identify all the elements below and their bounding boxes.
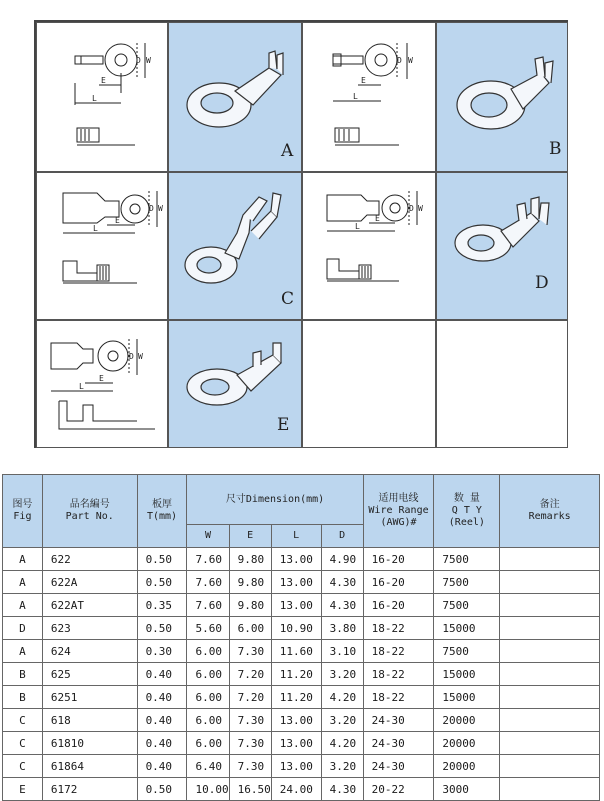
cell-remarks (500, 663, 600, 686)
header-thickness-en: T(mm) (146, 511, 178, 522)
render-cell-e (168, 320, 302, 448)
cell-thickness: 0.40 (137, 709, 187, 732)
cell-wire: 24-30 (363, 709, 434, 732)
dim-label-l-b: L (353, 92, 358, 101)
technical-drawing-d (303, 173, 436, 320)
cell-fig: E (3, 778, 43, 801)
cell-thickness: 0.40 (137, 663, 187, 686)
cell-qty: 7500 (434, 640, 500, 663)
cell-remarks (500, 617, 600, 640)
cell-e: 16.50 (229, 778, 271, 801)
dim-label-e-e: E (99, 374, 104, 383)
spec-table-body (3, 548, 600, 801)
cell-e: 7.30 (229, 732, 271, 755)
table-row (3, 571, 600, 594)
header-dim-d: D (321, 525, 363, 548)
cell-wire: 16-20 (363, 548, 434, 571)
dim-label-e-d: E (375, 214, 380, 223)
dim-label-d-b: D (397, 56, 402, 65)
cell-l: 11.20 (271, 686, 321, 709)
cell-w: 7.60 (187, 571, 229, 594)
cell-thickness: 0.40 (137, 755, 187, 778)
cell-remarks (500, 709, 600, 732)
cell-d: 4.30 (321, 594, 363, 617)
header-qty-unit: (Reel) (448, 517, 485, 528)
cell-w: 6.00 (187, 686, 229, 709)
cell-thickness: 0.50 (137, 548, 187, 571)
figure-label-a: A (281, 141, 294, 161)
dim-label-l-c: L (93, 224, 98, 233)
header-thickness (137, 475, 187, 548)
header-remarks-en: Remarks (528, 511, 571, 522)
dim-label-d-c: D (149, 204, 154, 213)
table-row (3, 640, 600, 663)
cell-e: 7.30 (229, 709, 271, 732)
cell-l: 11.20 (271, 663, 321, 686)
header-thickness-cn: 板厚 (152, 499, 173, 510)
technical-drawing-e (37, 321, 168, 448)
cell-part: 622A (42, 571, 137, 594)
cell-wire: 24-30 (363, 755, 434, 778)
cell-remarks (500, 571, 600, 594)
table-row (3, 617, 600, 640)
cell-l: 13.00 (271, 732, 321, 755)
cell-e: 7.20 (229, 663, 271, 686)
cell-d: 3.20 (321, 709, 363, 732)
cell-thickness: 0.50 (137, 571, 187, 594)
cell-w: 6.00 (187, 709, 229, 732)
cell-qty: 7500 (434, 571, 500, 594)
dim-label-e-b: E (361, 76, 366, 85)
dim-label-e: E (101, 76, 106, 85)
cell-fig: D (3, 617, 43, 640)
render-cell-d (436, 172, 568, 320)
dim-label-d-e: D (129, 352, 134, 361)
header-part (42, 475, 137, 548)
table-row (3, 594, 600, 617)
cell-part: 625 (42, 663, 137, 686)
spec-table (2, 474, 600, 801)
dim-label-l-d: L (355, 222, 360, 231)
cell-remarks (500, 732, 600, 755)
cell-part: 61864 (42, 755, 137, 778)
figure-label-b: B (549, 139, 562, 159)
cell-d: 3.20 (321, 755, 363, 778)
cell-d: 4.30 (321, 778, 363, 801)
table-row (3, 778, 600, 801)
cell-d: 4.30 (321, 571, 363, 594)
cell-remarks (500, 686, 600, 709)
cell-fig: B (3, 663, 43, 686)
cell-l: 13.00 (271, 755, 321, 778)
figure-label-e: E (277, 415, 290, 435)
cell-qty: 7500 (434, 548, 500, 571)
cell-wire: 20-22 (363, 778, 434, 801)
cell-remarks (500, 778, 600, 801)
header-fig (3, 475, 43, 548)
cell-remarks (500, 548, 600, 571)
cell-e: 9.80 (229, 594, 271, 617)
cell-l: 13.00 (271, 594, 321, 617)
table-row (3, 663, 600, 686)
drawing-cell-c (36, 172, 168, 320)
cell-w: 10.00 (187, 778, 229, 801)
header-wire-range (363, 475, 434, 548)
header-qty (434, 475, 500, 548)
technical-drawing-c (37, 173, 168, 320)
header-fig-en: Fig (13, 511, 32, 522)
cell-l: 10.90 (271, 617, 321, 640)
cell-w: 7.60 (187, 594, 229, 617)
cell-fig: A (3, 571, 43, 594)
cell-wire: 18-22 (363, 640, 434, 663)
cell-wire: 18-22 (363, 617, 434, 640)
cell-w: 6.00 (187, 732, 229, 755)
cell-l: 24.00 (271, 778, 321, 801)
empty-cell (302, 320, 436, 448)
table-row (3, 709, 600, 732)
table-row (3, 755, 600, 778)
header-part-en: Part No. (65, 511, 114, 522)
cell-qty: 15000 (434, 686, 500, 709)
cell-fig: B (3, 686, 43, 709)
header-dim-e: E (229, 525, 271, 548)
header-dim-w: W (187, 525, 229, 548)
cell-w: 5.60 (187, 617, 229, 640)
cell-fig: A (3, 548, 43, 571)
render-cell-c (168, 172, 302, 320)
drawing-cell-b (302, 22, 436, 172)
cell-d: 3.20 (321, 663, 363, 686)
cell-thickness: 0.50 (137, 617, 187, 640)
cell-qty: 7500 (434, 594, 500, 617)
cell-fig: C (3, 709, 43, 732)
dim-label-w-d: W (418, 204, 423, 213)
dim-label-e-c: E (115, 216, 120, 225)
dim-label-w: W (146, 56, 151, 65)
header-wire-unit: (AWG)# (380, 517, 417, 528)
cell-e: 9.80 (229, 548, 271, 571)
header-fig-cn: 图号 (12, 499, 33, 510)
render-cell-a (168, 22, 302, 172)
cell-d: 3.80 (321, 617, 363, 640)
dim-label-w-b: W (408, 56, 413, 65)
cell-e: 7.20 (229, 686, 271, 709)
cell-thickness: 0.30 (137, 640, 187, 663)
header-dimension: 尺寸Dimension(mm) (187, 475, 363, 525)
cell-part: 622AT (42, 594, 137, 617)
cell-part: 618 (42, 709, 137, 732)
cell-l: 13.00 (271, 709, 321, 732)
cell-thickness: 0.35 (137, 594, 187, 617)
cell-thickness: 0.50 (137, 778, 187, 801)
cell-e: 7.30 (229, 640, 271, 663)
cell-l: 11.60 (271, 640, 321, 663)
table-row (3, 686, 600, 709)
dim-label-w-e: W (138, 352, 143, 361)
cell-thickness: 0.40 (137, 686, 187, 709)
cell-remarks (500, 755, 600, 778)
header-wire-cn: 适用电线 (378, 493, 419, 504)
drawing-cell-d (302, 172, 436, 320)
figure-label-c: C (281, 289, 295, 309)
cell-e: 7.30 (229, 755, 271, 778)
dim-label-l-e: L (79, 382, 84, 391)
cell-part: 623 (42, 617, 137, 640)
header-qty-cn: 数 量 (453, 493, 480, 504)
cell-fig: C (3, 755, 43, 778)
technical-drawing-b (303, 23, 436, 172)
cell-remarks (500, 594, 600, 617)
cell-part: 6251 (42, 686, 137, 709)
cell-l: 13.00 (271, 571, 321, 594)
cell-w: 6.00 (187, 640, 229, 663)
cell-w: 7.60 (187, 548, 229, 571)
cell-part: 6172 (42, 778, 137, 801)
drawing-cell-a (36, 22, 168, 172)
cell-e: 9.80 (229, 571, 271, 594)
figure-grid (34, 20, 568, 448)
cell-wire: 16-20 (363, 571, 434, 594)
empty-cell (436, 320, 568, 448)
cell-remarks (500, 640, 600, 663)
cell-qty: 3000 (434, 778, 500, 801)
cell-w: 6.00 (187, 663, 229, 686)
cell-w: 6.40 (187, 755, 229, 778)
table-row (3, 732, 600, 755)
cell-qty: 20000 (434, 755, 500, 778)
cell-l: 13.00 (271, 548, 321, 571)
cell-d: 3.10 (321, 640, 363, 663)
cell-fig: A (3, 594, 43, 617)
cell-qty: 15000 (434, 663, 500, 686)
render-cell-b (436, 22, 568, 172)
terminal-render-d (437, 173, 568, 320)
drawing-cell-e (36, 320, 168, 448)
cell-wire: 18-22 (363, 686, 434, 709)
cell-d: 4.20 (321, 732, 363, 755)
dim-label-d-d: D (409, 204, 414, 213)
technical-drawing-a (37, 23, 168, 172)
cell-fig: A (3, 640, 43, 663)
cell-e: 6.00 (229, 617, 271, 640)
header-dim-l: L (271, 525, 321, 548)
cell-part: 622 (42, 548, 137, 571)
cell-thickness: 0.40 (137, 732, 187, 755)
header-part-cn: 品名編号 (69, 499, 110, 510)
cell-wire: 24-30 (363, 732, 434, 755)
cell-qty: 15000 (434, 617, 500, 640)
dim-label-l: L (92, 94, 97, 103)
header-remarks (500, 475, 600, 548)
cell-d: 4.20 (321, 686, 363, 709)
figure-label-d: D (535, 273, 549, 293)
cell-wire: 16-20 (363, 594, 434, 617)
cell-qty: 20000 (434, 709, 500, 732)
cell-part: 624 (42, 640, 137, 663)
dim-label-w-c: W (158, 204, 163, 213)
header-qty-en: Q T Y (451, 505, 482, 516)
cell-part: 61810 (42, 732, 137, 755)
cell-fig: C (3, 732, 43, 755)
cell-d: 4.90 (321, 548, 363, 571)
header-wire-en: Wire Range (368, 505, 429, 516)
header-remarks-cn: 备注 (539, 499, 560, 510)
cell-wire: 18-22 (363, 663, 434, 686)
dim-label-d: D (136, 56, 141, 65)
cell-qty: 20000 (434, 732, 500, 755)
table-row (3, 548, 600, 571)
